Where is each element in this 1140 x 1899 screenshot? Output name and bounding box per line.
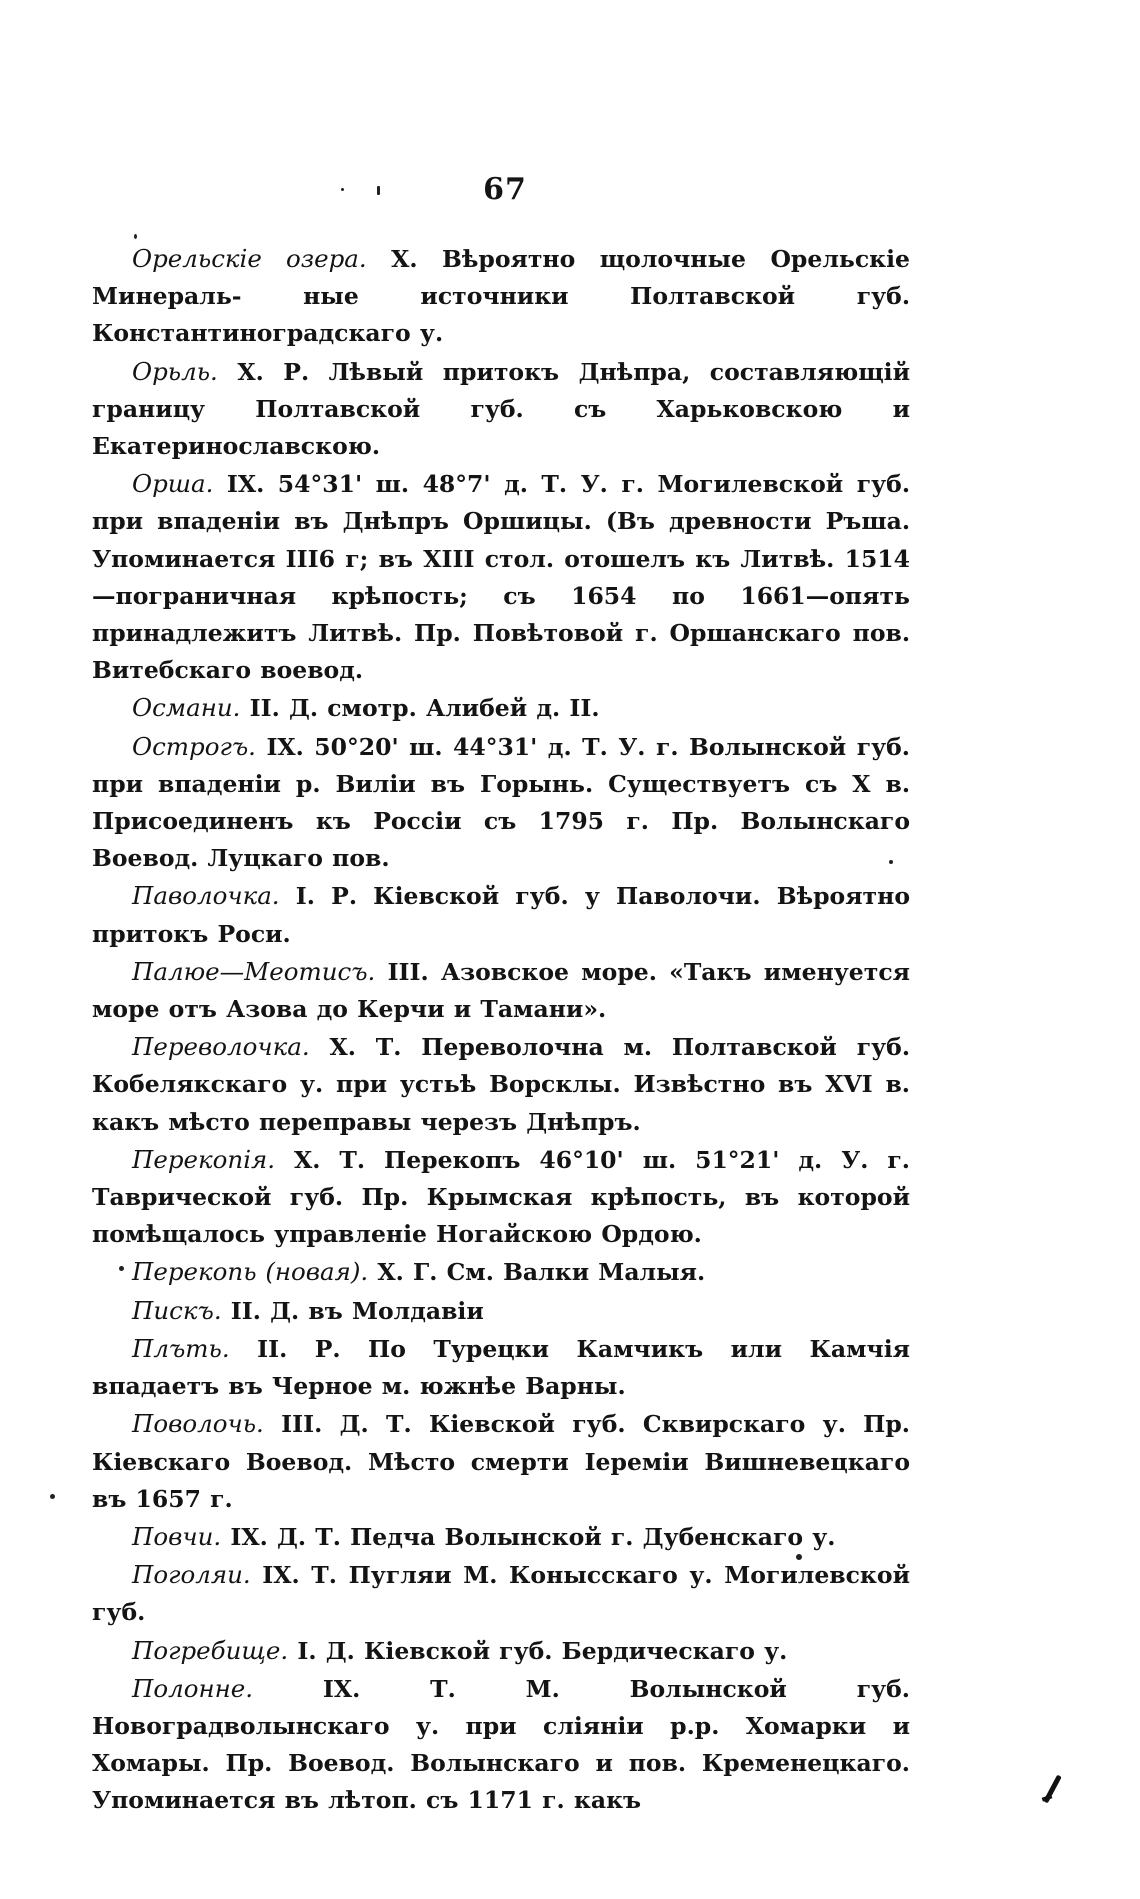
entry-body: X. Р. Лѣвый притокъ Днѣпра, составляющій границу Полтавской губ. съ Харьковскою и Екатеринославскою. xyxy=(92,357,910,461)
entry-headword: Поголяи. xyxy=(132,1560,251,1590)
entry-body: X. Вѣроятно щолочные Орельскіе Минераль- ные источники Полтавской губ. Константиноградскаго у. xyxy=(92,245,910,348)
scan-speck xyxy=(796,1554,802,1560)
entry xyxy=(92,353,910,466)
scan-speck xyxy=(119,1266,124,1271)
entry-headword: Повчи. xyxy=(132,1521,222,1551)
entry-headword: Перекопія. xyxy=(132,1144,276,1174)
entry-body: II. Д. смотр. Алибей д. II. xyxy=(240,694,600,723)
entry-body: III. Д. Т. Кіевской губ. Сквирскаго у. Пр. Кіевскаго Воевод. Мѣсто смерти Іереміи Вишневецкаго въ 1657 г. xyxy=(92,1410,910,1513)
entry-body: IX. Д. Т. Педча Волынской г. Дубенскаго у. xyxy=(221,1522,836,1551)
entry-body: II. Д. въ Молдавіи xyxy=(221,1296,484,1325)
scan-speck xyxy=(377,186,380,195)
entry-body: IX. 50°20' ш. 44°31' д. Т. У. г. Волынской губ. при впаденіи р. Виліи въ Горынь. Существуетъ съ X в. Присоединенъ къ Россіи съ 1795 г. Пр. Волынскаго Воевод. Луцкаго пов. xyxy=(92,732,910,873)
entry-headword: Орьль. xyxy=(132,356,218,386)
entry-body: I. Д. Кіевской губ. Бердическаго у. xyxy=(288,1636,788,1665)
entry-headword: Острогъ. xyxy=(132,731,256,761)
entry-headword: Пискъ. xyxy=(132,1295,222,1325)
entry-headword: Полонне. xyxy=(132,1673,254,1703)
entry xyxy=(92,728,910,878)
entry xyxy=(92,1141,910,1254)
entry-body: IX. Т. М. Волынской губ. Новоградволынскаго у. при сліяніи р.р. Хомарки и Хомары. Пр. Воевод. Волынскаго и пов. Кременецкаго. Упоминается въ лѣтоп. съ 1171 г. какъ xyxy=(92,1674,910,1815)
entry xyxy=(92,1518,910,1556)
entry xyxy=(92,1405,910,1518)
entry-headword: Паволочка. xyxy=(132,881,280,911)
entry xyxy=(92,1028,910,1141)
entry xyxy=(92,1556,910,1631)
entry xyxy=(92,1632,910,1670)
entry xyxy=(92,1330,910,1405)
gazetteer-text xyxy=(92,240,910,1820)
entry-headword: Османи. xyxy=(132,693,241,723)
entry-body: IX. 54°31' ш. 48°7' д. Т. У. г. Могилевской губ. при впаденіи въ Днѣпръ Оршицы. (Въ древности Ръша. Упоминается III6 г; въ XIII стол. отошелъ къ Литвѣ. 1514—пограничная крѣпость; съ 1654 по 1661—опять принадлежитъ Литвѣ. Пр. Повѣтовой г. Оршанскаго пов. Витебскаго воевод. xyxy=(92,470,910,685)
entry-body: I. Р. Кіевской губ. у Паволочи. Вѣроятно притокъ Роси. xyxy=(92,882,910,948)
entry xyxy=(92,465,910,689)
entry xyxy=(92,1292,910,1330)
entry-body: IX. Т. Пугляи М. Конысскаго у. Могилевской губ. xyxy=(92,1561,910,1627)
scan-speck xyxy=(341,188,344,191)
scan-speck xyxy=(50,1494,55,1499)
entry-headword: Поволочь. xyxy=(132,1409,264,1439)
entry-body: II. Р. По Турецки Камчикъ или Камчія впадаетъ въ Черное м. южнѣе Варны. xyxy=(92,1334,910,1401)
entry-headword: Орша. xyxy=(132,469,214,499)
page-number: 67 xyxy=(483,172,527,207)
entry xyxy=(92,953,910,1028)
entry-headword: Орельскіе озера. xyxy=(132,244,367,273)
entry-body: X. Г. См. Валки Малыя. xyxy=(368,1258,706,1287)
entry-headword: Погребище. xyxy=(132,1635,289,1665)
entry-headword: Палюе—Меотисъ. xyxy=(132,956,376,986)
entry-headword: Перекопь (новая). xyxy=(132,1257,369,1287)
entry-headword: Плъть. xyxy=(132,1333,230,1363)
entry xyxy=(92,240,910,353)
entry xyxy=(92,1253,910,1291)
scan-speck xyxy=(889,860,893,864)
entry-body: III. Азовское море. «Такъ именуется море отъ Азова до Керчи и Тамани». xyxy=(92,957,910,1024)
entry-body: X. Т. Перекопъ 46°10' ш. 51°21' д. У. г. Таврической губ. Пр. Крымская крѣпость, въ которой помѣщалось управленіе Ногайскою Ордою. xyxy=(92,1145,910,1249)
scan-speck xyxy=(134,234,137,239)
entry xyxy=(92,689,910,727)
entry-headword: Переволочка. xyxy=(132,1032,310,1062)
entry xyxy=(92,1670,910,1820)
entry-body: X. Т. Переволочна м. Полтавской губ. Кобелякскаго у. при устьѣ Ворсклы. Извѣстно въ XVI в. какъ мѣсто переправы черезъ Днѣпръ. xyxy=(92,1033,910,1136)
entry xyxy=(92,877,910,952)
